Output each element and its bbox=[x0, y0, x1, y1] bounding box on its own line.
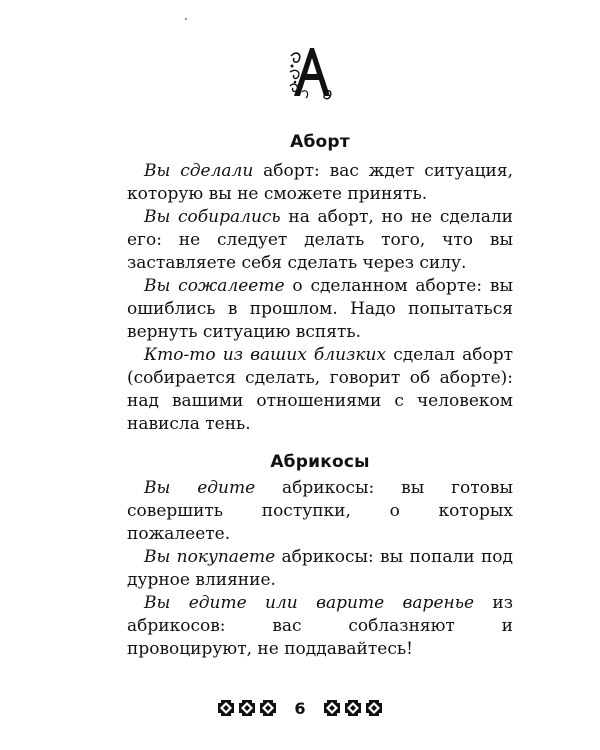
paragraph: Вы собирались на аборт, но не сделали его: не следует делать того, что вы заставляете себя сделать через силу. bbox=[127, 207, 513, 273]
print-speck bbox=[185, 18, 187, 20]
entry-heading-abort: Аборт bbox=[290, 132, 350, 152]
paragraph: Кто-то из ваших близких сделал аборт (собирается сделать, говорит об аборте): над вашими отношениями с человеком нависла тень. bbox=[127, 345, 514, 434]
decorative-square-ornament-icon bbox=[218, 700, 234, 716]
paragraph: Вы сожалеете о сделанном аборте: вы ошиблись в прошлом. Надо попытаться вернуть ситуацию вспять. bbox=[127, 276, 514, 342]
decorative-square-ornament-icon bbox=[260, 700, 276, 716]
decorative-square-ornament-icon bbox=[239, 700, 255, 716]
paragraph: Вы сделали аборт: вас ждет ситуация, которую вы не сможете принять. bbox=[127, 161, 513, 204]
paragraph: Вы едите абрикосы: вы готовы совершить поступки, о которых пожалеете. bbox=[127, 478, 513, 544]
decorative-square-ornament-icon bbox=[366, 700, 382, 716]
entry-heading-apricots: Абрикосы bbox=[270, 452, 370, 472]
page-footer bbox=[0, 697, 600, 719]
entry-body-apricots bbox=[127, 477, 513, 661]
decorative-square-ornament-icon bbox=[324, 700, 340, 716]
page-number: 6 bbox=[294, 698, 306, 718]
paragraph: Вы покупаете абрикосы: вы попали под дурное влияние. bbox=[127, 547, 513, 590]
footer-ornaments-right bbox=[324, 700, 382, 716]
entry-body-abort bbox=[127, 160, 513, 436]
ornamental-letter-a-icon bbox=[288, 42, 334, 102]
paragraph: Вы едите или варите варенье из абрикосов: вас соблазняют и провоцируют, не поддавайтесь! bbox=[127, 593, 514, 659]
decorative-square-ornament-icon bbox=[345, 700, 361, 716]
footer-ornaments-left bbox=[218, 700, 276, 716]
